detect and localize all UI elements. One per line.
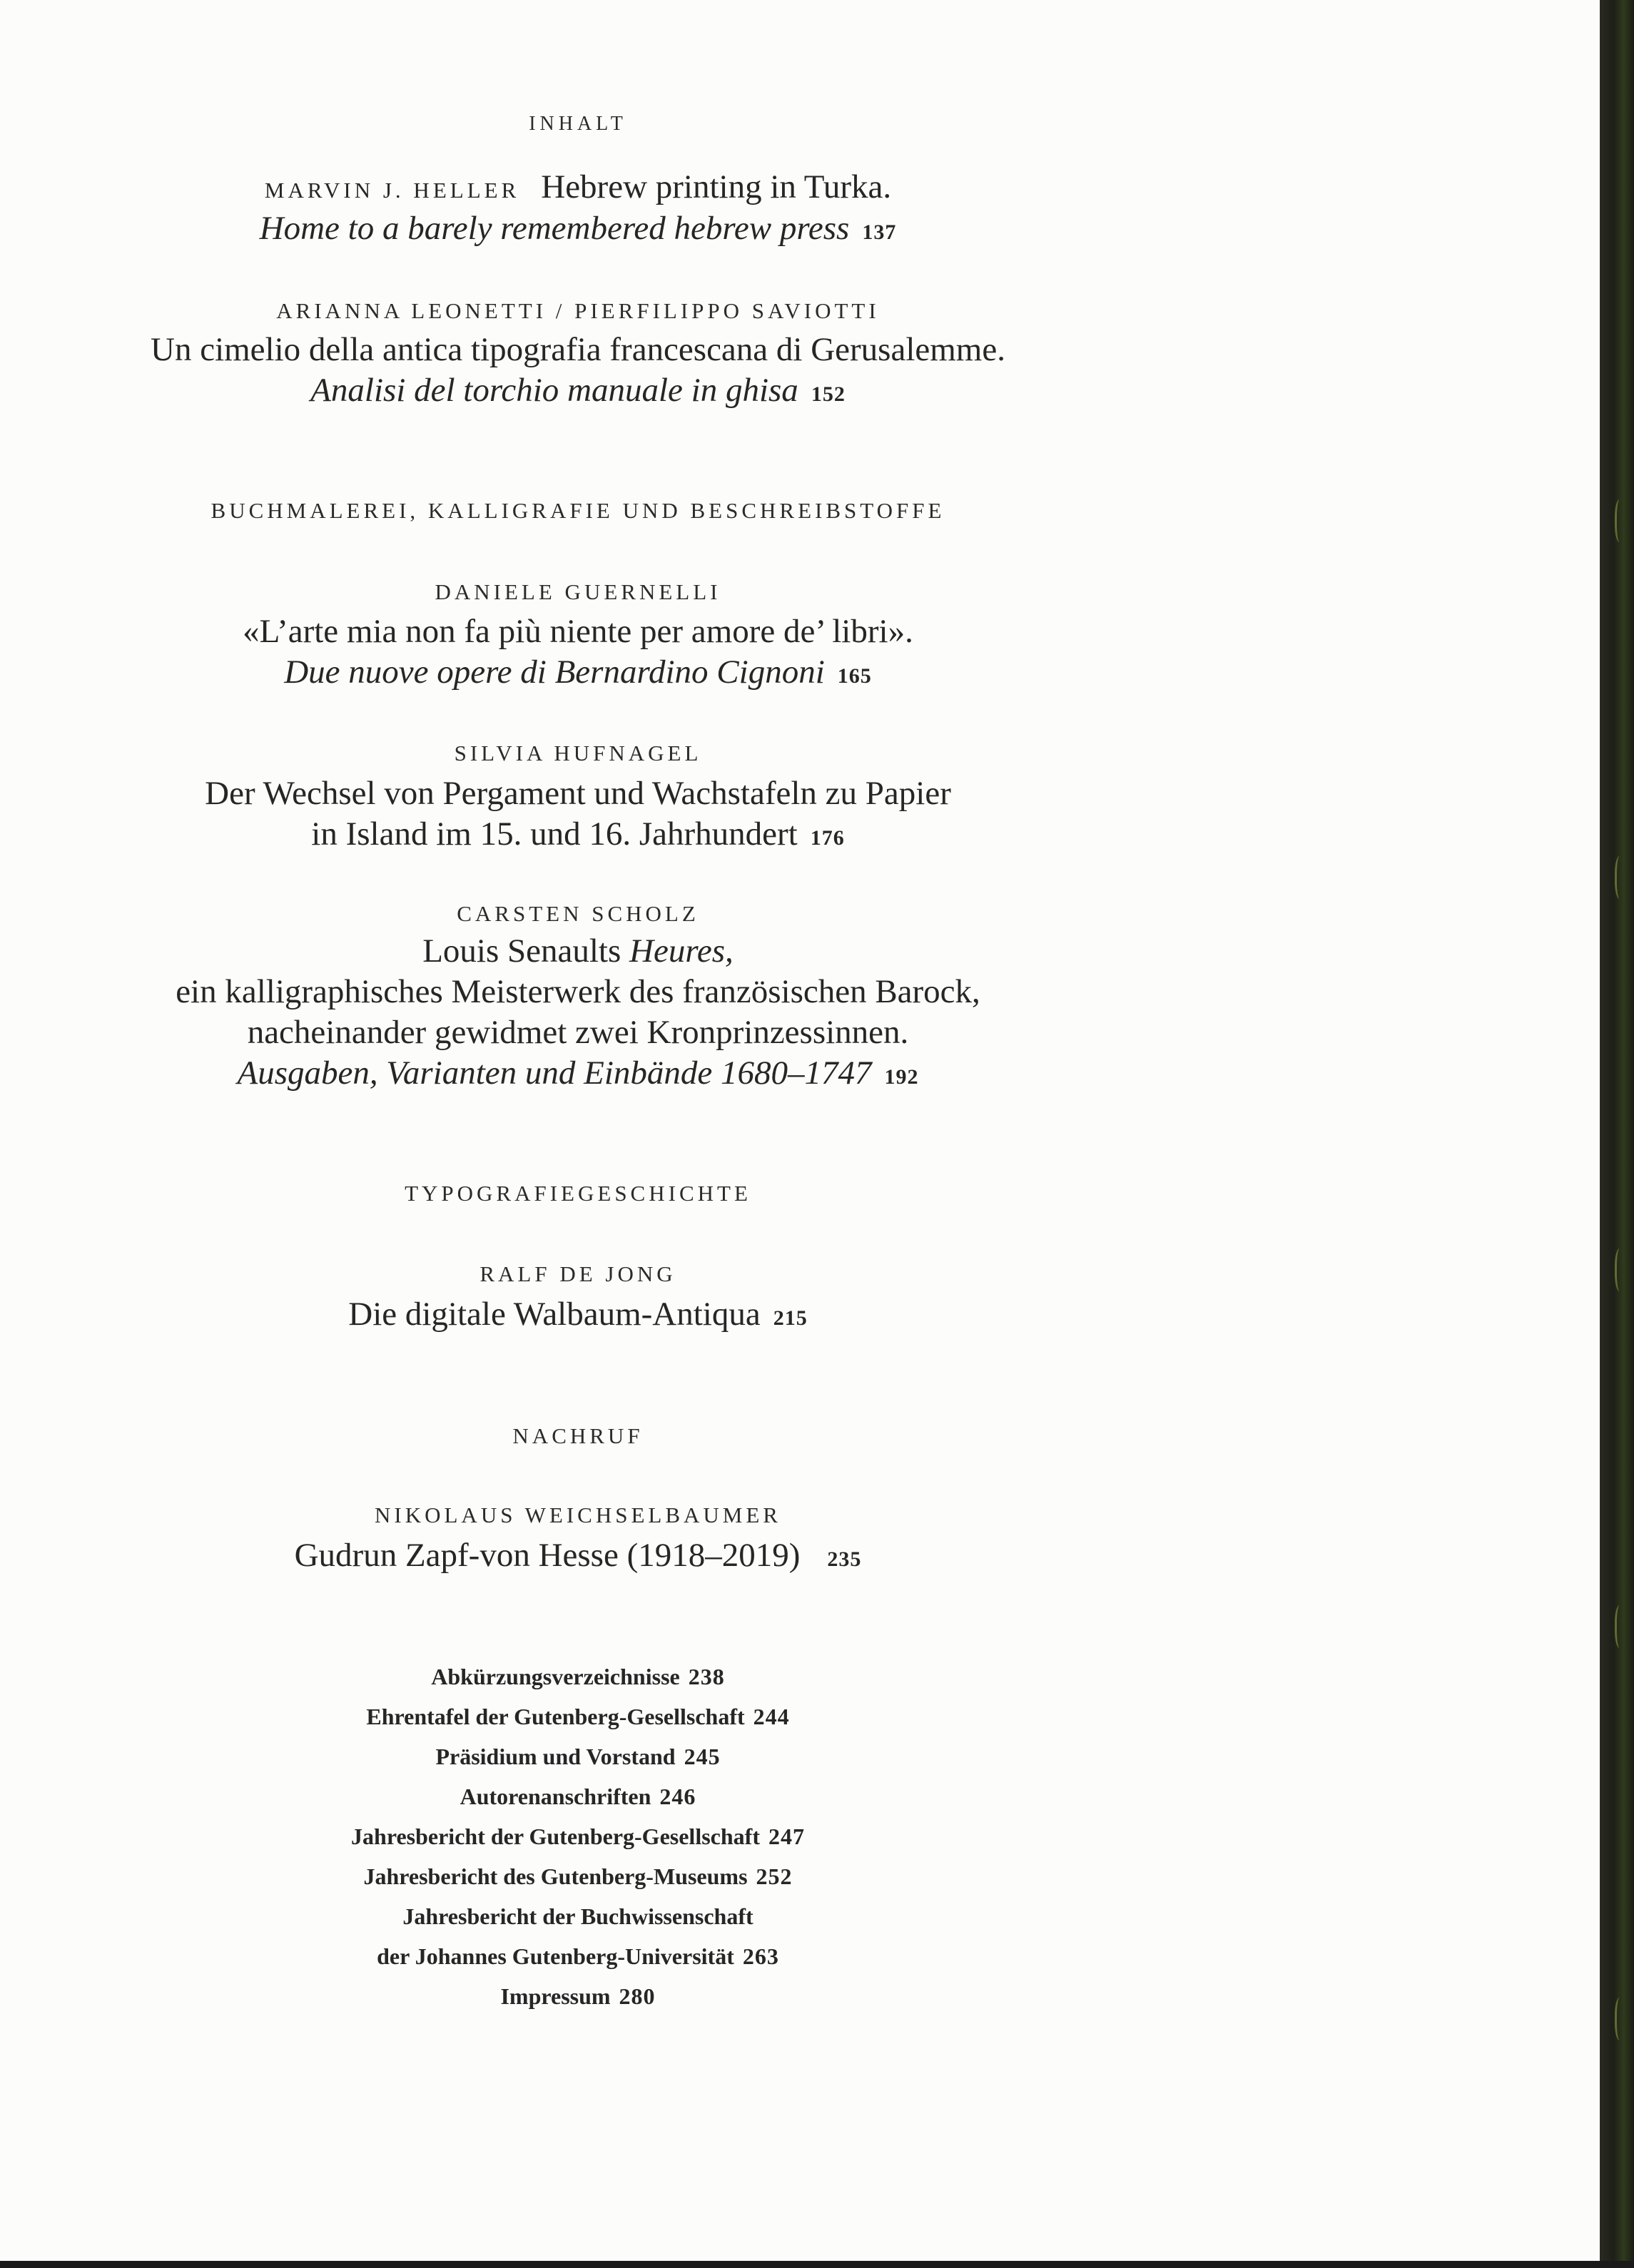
- toc-entry-title-line1: [0, 932, 1156, 970]
- toc-entry-subtitle: [0, 371, 1156, 410]
- adjacent-cover-edge: [1600, 0, 1634, 2268]
- page-number: 280: [619, 1983, 656, 2009]
- appendix-item: [0, 1744, 1156, 1770]
- appendix-label: Abkürzungsverzeichnisse: [431, 1664, 680, 1689]
- vine-ornament: [1615, 1605, 1627, 1648]
- toc-entry-heller: [0, 168, 1156, 206]
- entry-title: Un cimelio della antica tipografia francescana di Gerusalemme.: [151, 331, 1005, 368]
- toc-heading: INHALT: [529, 113, 627, 135]
- entry-title: Die digitale Walbaum-Antiqua: [348, 1296, 761, 1333]
- entry-author: MARVIN J. HELLER: [264, 178, 520, 203]
- page-number: 215: [773, 1306, 808, 1330]
- toc-entry-subtitle: [0, 653, 1156, 691]
- entry-author: CARSTEN SCHOLZ: [457, 901, 699, 926]
- vine-ornament: [1615, 856, 1627, 899]
- section-heading-nachruf: NACHRUF: [512, 1423, 644, 1448]
- scan-bottom-edge: [0, 2261, 1634, 2268]
- entry-title-continued: ein kalligraphisches Meisterwerk des französischen Barock,: [176, 973, 980, 1010]
- page-number: 137: [862, 220, 897, 244]
- entry-author: RALF DE JONG: [479, 1261, 676, 1286]
- appendix-item: [0, 1824, 1156, 1850]
- entry-title-italic: Heures,: [629, 932, 734, 970]
- appendix-item: [0, 1943, 1156, 1970]
- appendix-item: [0, 1863, 1156, 1890]
- page-number: 165: [837, 664, 872, 688]
- appendix-label: Präsidium und Vorstand: [435, 1744, 676, 1769]
- section-heading-buchmalerei: BUCHMALEREI, KALLIGRAFIE UND BESCHREIBSTOFFE: [210, 498, 945, 523]
- vine-ornament: [1615, 1249, 1627, 1291]
- page-number: 192: [884, 1065, 919, 1089]
- entry-subtitle: Analisi del torchio manuale in ghisa: [310, 372, 798, 409]
- appendix-label: Jahresbericht der Buchwissenschaft: [402, 1903, 753, 1929]
- appendix-label: der Johannes Gutenberg-Universität: [377, 1943, 734, 1969]
- page-number: 245: [684, 1744, 721, 1769]
- entry-subtitle: Home to a barely remembered hebrew press: [259, 210, 850, 247]
- page-number: 247: [768, 1824, 805, 1849]
- entry-author: ARIANNA LEONETTI / PIERFILIPPO SAVIOTTI: [276, 298, 880, 323]
- entry-title: «L’arte mia non fa più niente per amore de’ libri».: [243, 613, 913, 650]
- page-number: 152: [811, 382, 846, 406]
- entry-title: Der Wechsel von Pergament und Wachstafeln zu Papier: [205, 775, 951, 812]
- entry-title: Louis Senaults: [422, 932, 630, 970]
- appendix-label: Impressum: [500, 1983, 611, 2009]
- appendix-label: Autorenanschriften: [460, 1784, 651, 1809]
- page-number: 246: [659, 1784, 696, 1809]
- entry-subtitle: Ausgaben, Varianten und Einbände 1680–1747: [237, 1054, 872, 1092]
- toc-entry-title-line1: [0, 1295, 1156, 1333]
- page-number: 176: [810, 826, 845, 850]
- vine-ornament: [1615, 499, 1627, 542]
- page-number: 244: [753, 1704, 790, 1729]
- appendix-label: Ehrentafel der Gutenberg-Gesellschaft: [366, 1704, 745, 1729]
- page-number: 252: [756, 1863, 793, 1889]
- entry-subtitle: Due nuove opere di Bernardino Cignoni: [284, 654, 825, 691]
- appendix-item: [0, 1664, 1156, 1690]
- section-heading-typografie: TYPOGRAFIEGESCHICHTE: [405, 1181, 751, 1206]
- page-number: 238: [688, 1664, 725, 1689]
- entry-title-continued: in Island im 15. und 16. Jahrhundert: [311, 815, 798, 853]
- appendix-item: [0, 1784, 1156, 1810]
- appendix-label: Jahresbericht des Gutenberg-Museums: [363, 1863, 748, 1889]
- appendix-item: [0, 1704, 1156, 1730]
- toc-entry-title-line1: [0, 1536, 1156, 1575]
- page-number: 263: [742, 1943, 779, 1969]
- vine-ornament: [1615, 1998, 1627, 2040]
- entry-title-continued: nacheinander gewidmet zwei Kronprinzessinnen.: [247, 1014, 909, 1051]
- entry-author: SILVIA HUFNAGEL: [454, 741, 702, 766]
- appendix-item: [0, 1983, 1156, 2010]
- entry-author: NIKOLAUS WEICHSELBAUMER: [375, 1502, 781, 1527]
- toc-entry-subtitle: [0, 209, 1156, 248]
- appendix-label: Jahresbericht der Gutenberg-Gesellschaft: [351, 1824, 760, 1849]
- toc-entry-title-line2: [0, 815, 1156, 853]
- page-number: 235: [827, 1547, 862, 1571]
- entry-title: Gudrun Zapf-von Hesse (1918–2019): [294, 1537, 801, 1574]
- entry-author: DANIELE GUERNELLI: [435, 579, 721, 604]
- toc-entry-subtitle: [0, 1054, 1156, 1092]
- appendix-item: [0, 1903, 1156, 1930]
- entry-title: Hebrew printing in Turka.: [541, 168, 892, 205]
